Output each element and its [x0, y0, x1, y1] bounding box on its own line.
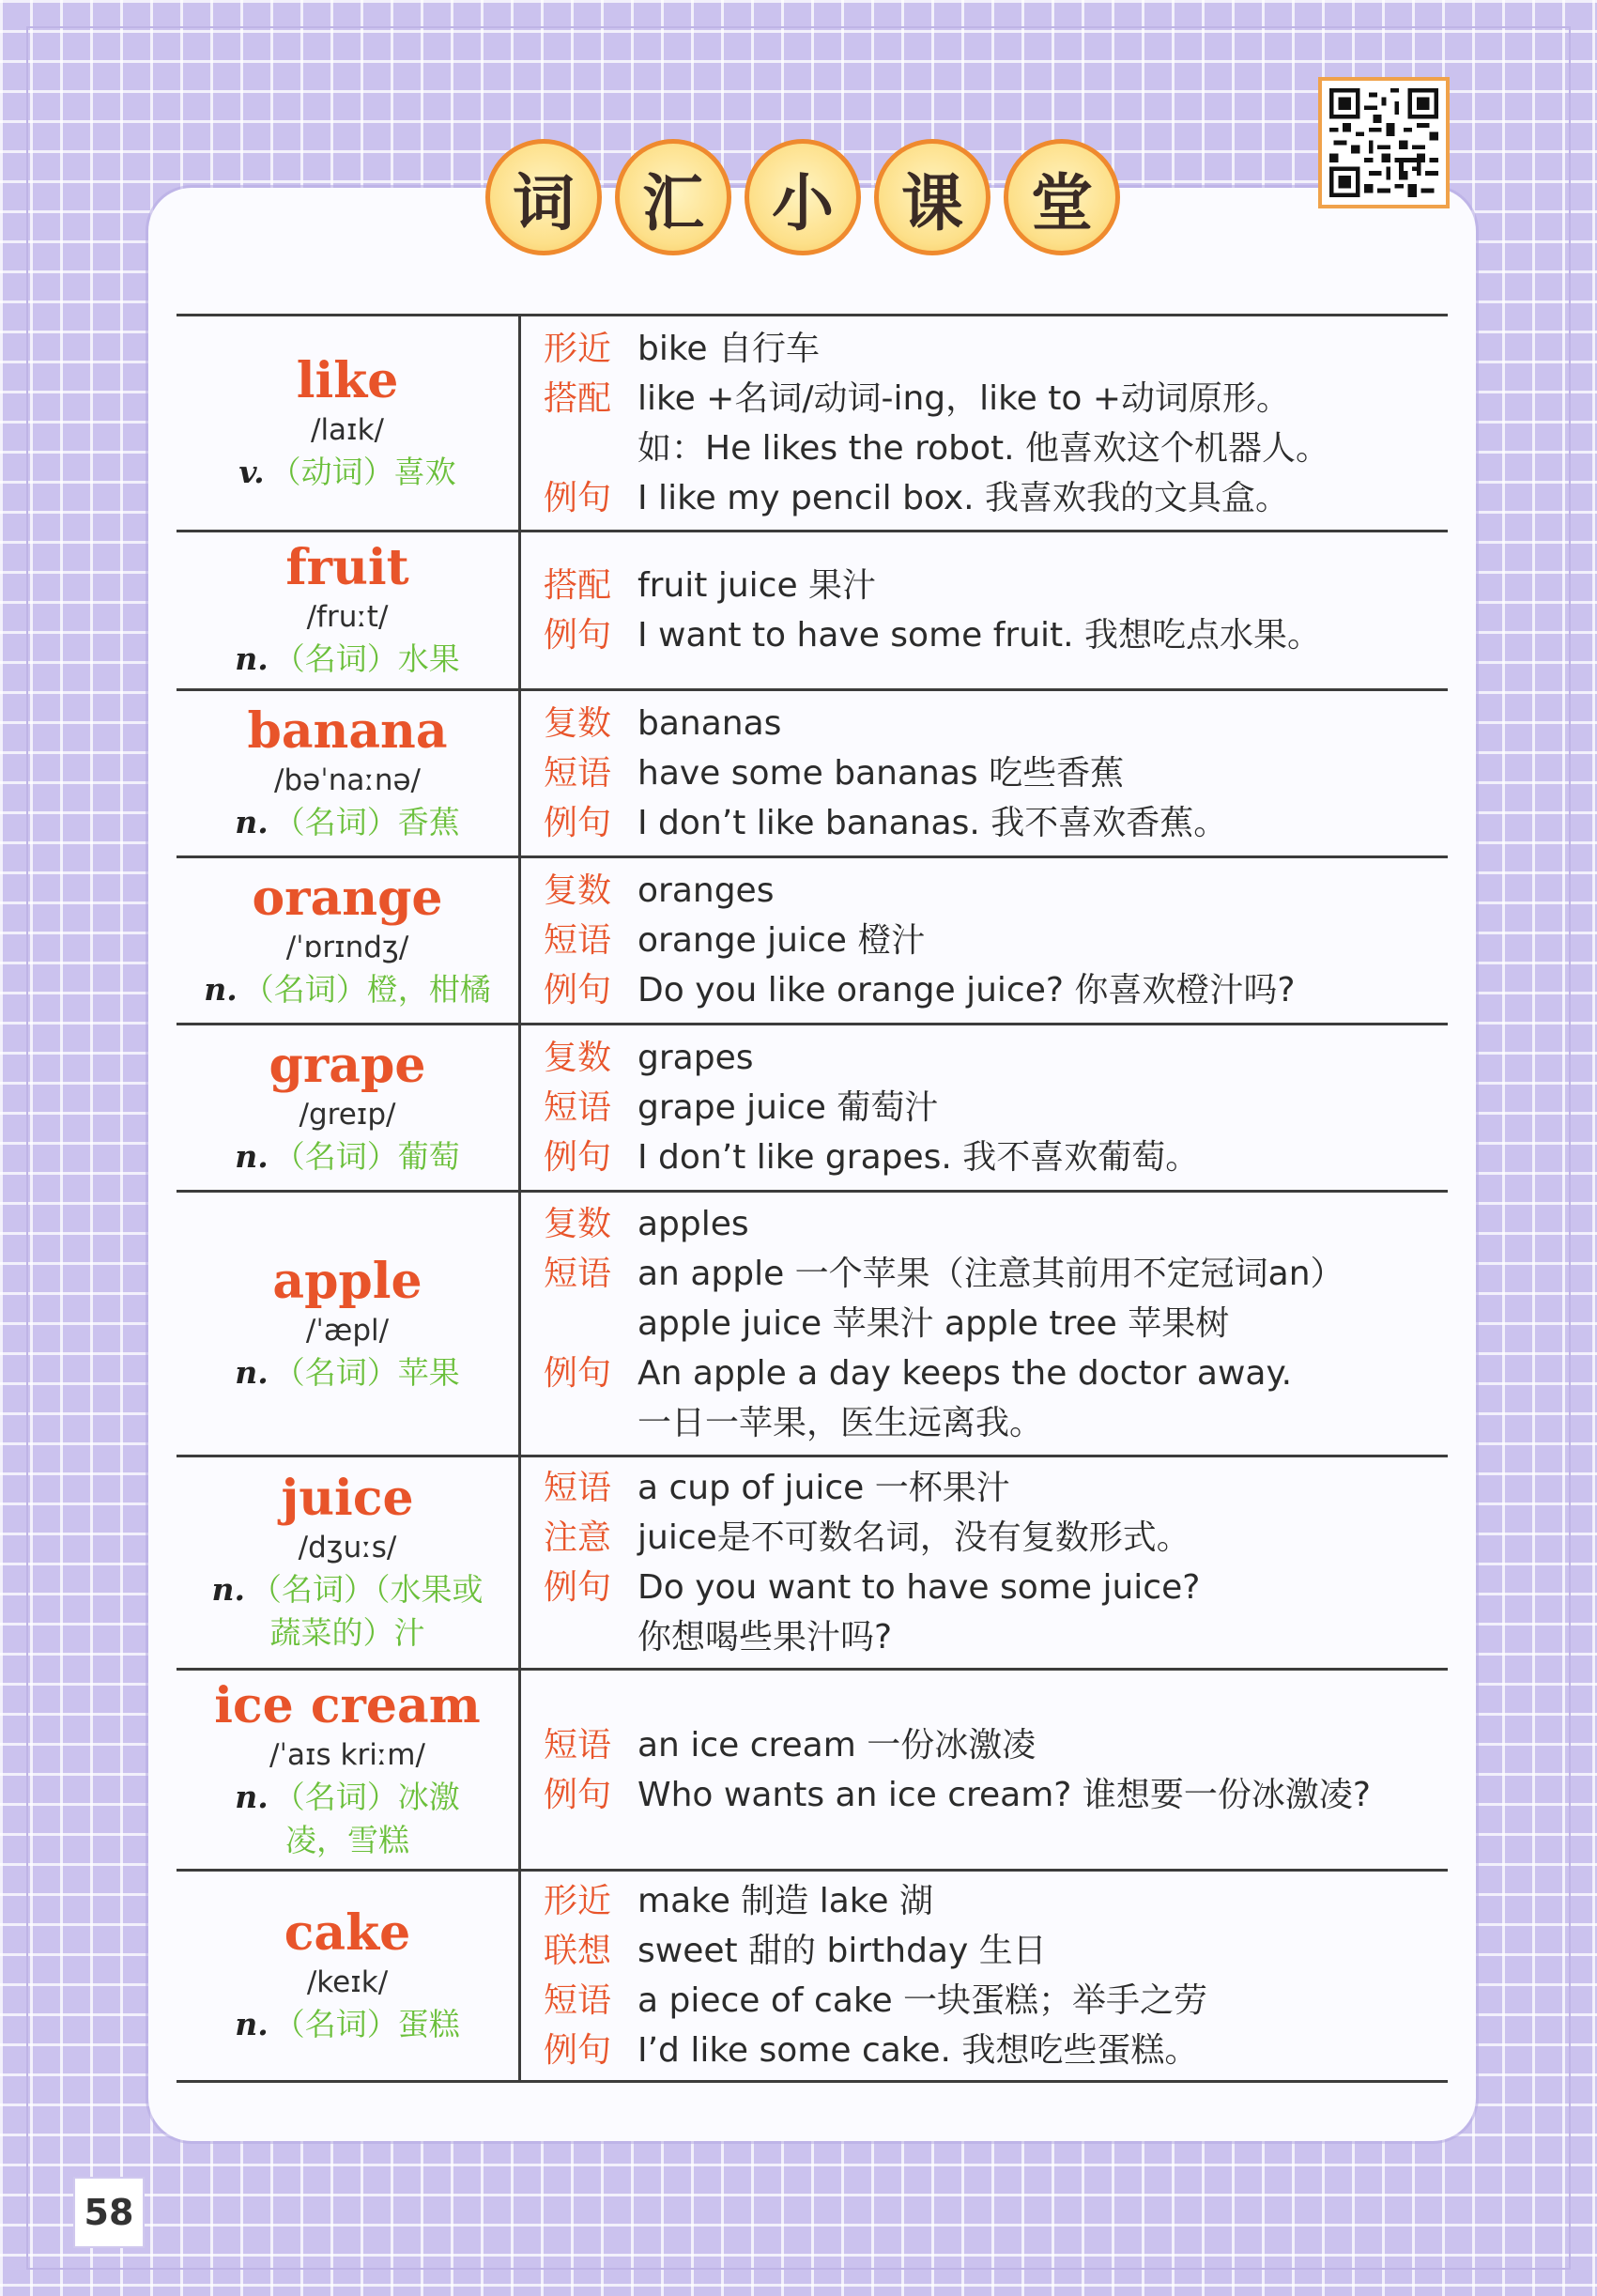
detail-tag: 复数	[544, 871, 612, 910]
detail-line	[544, 1463, 1448, 1513]
detail-cell	[521, 532, 1448, 688]
title-char: 堂	[1004, 139, 1120, 255]
pos-meaning: （动词）喜欢	[269, 453, 456, 490]
detail-line	[544, 1926, 1448, 1976]
word-cell	[177, 1671, 521, 1869]
part-of-speech	[207, 1776, 488, 1862]
headword: ice cream	[214, 1676, 481, 1734]
qr-code-icon	[1329, 88, 1438, 197]
detail-tag: 例句	[544, 1354, 612, 1393]
phonetic: /ˈæpl/	[305, 1313, 390, 1348]
pos-abbr: n.	[235, 1137, 269, 1175]
detail-text: oranges	[637, 871, 775, 910]
pos-abbr: n.	[235, 2006, 269, 2042]
word-cell	[177, 858, 521, 1023]
detail-line	[544, 561, 1448, 610]
headword: cake	[284, 1904, 411, 1962]
detail-tag: 短语	[544, 1981, 612, 2020]
detail-line	[544, 748, 1448, 798]
detail-line	[544, 424, 1448, 473]
page-title	[485, 139, 1120, 255]
detail-text: 你想喝些果汁吗?	[637, 1618, 893, 1657]
part-of-speech	[235, 801, 459, 844]
detail-line	[544, 699, 1448, 748]
detail-line	[544, 324, 1448, 374]
detail-cell	[521, 1457, 1448, 1668]
detail-line	[544, 798, 1448, 848]
pos-meaning: （名词）（水果或蔬菜的）汁	[250, 1571, 484, 1651]
detail-text: juice是不可数名词，没有复数形式。	[637, 1518, 1190, 1557]
detail-tag: 例句	[544, 478, 612, 517]
detail-cell	[521, 858, 1448, 1023]
detail-text: orange juice 橙汁	[637, 921, 926, 960]
detail-line	[544, 1612, 1448, 1662]
detail-text: an apple 一个苹果（注意其前用不定冠词an）	[637, 1255, 1344, 1293]
headword: orange	[252, 869, 443, 927]
detail-tag: 联想	[544, 1932, 612, 1970]
detail-text: bananas	[637, 704, 782, 743]
part-of-speech	[207, 1568, 488, 1655]
detail-line	[544, 1033, 1448, 1083]
detail-line	[544, 1563, 1448, 1612]
detail-line	[544, 1720, 1448, 1770]
part-of-speech	[238, 451, 455, 494]
detail-tag: 搭配	[544, 566, 612, 605]
detail-text: a cup of juice 一杯果汁	[637, 1469, 1010, 1507]
detail-text: an ice cream 一份冰激凌	[637, 1725, 1037, 1764]
detail-line	[544, 866, 1448, 916]
word-cell	[177, 532, 521, 688]
detail-line	[544, 2026, 1448, 2075]
detail-tag: 短语	[544, 754, 612, 793]
title-char: 汇	[615, 139, 731, 255]
detail-tag: 短语	[544, 1088, 612, 1127]
detail-tag: 复数	[544, 1205, 612, 1243]
pos-meaning: （名词）香蕉	[273, 803, 460, 840]
detail-text: I like my pencil box. 我喜欢我的文具盒。	[637, 478, 1290, 517]
detail-line	[544, 374, 1448, 424]
word-cell	[177, 1457, 521, 1668]
detail-tag: 例句	[544, 1138, 612, 1177]
detail-cell	[521, 316, 1448, 530]
phonetic: /fruːt/	[306, 600, 389, 634]
detail-text: make 制造 lake 湖	[637, 1882, 933, 1920]
pos-meaning: （名词）水果	[273, 640, 460, 677]
pos-abbr: n.	[235, 1353, 269, 1391]
detail-text: apple juice 苹果汁 apple tree 苹果树	[637, 1304, 1230, 1343]
pos-meaning: （名词）苹果	[273, 1353, 460, 1391]
detail-line	[544, 1770, 1448, 1820]
detail-cell	[521, 691, 1448, 855]
phonetic: /greɪp/	[299, 1097, 396, 1132]
pos-meaning: （名词）葡萄	[273, 1137, 460, 1175]
vocab-row	[177, 1193, 1448, 1457]
pos-meaning: （名词）蛋糕	[273, 2006, 460, 2042]
page-number: 58	[73, 2177, 145, 2248]
phonetic: /bəˈnaːnə/	[274, 763, 421, 797]
detail-line	[544, 916, 1448, 965]
detail-tag: 例句	[544, 2031, 612, 2070]
detail-line	[544, 1299, 1448, 1348]
word-cell	[177, 1193, 521, 1455]
detail-text: 一日一苹果，医生远离我。	[637, 1404, 1044, 1442]
vocab-row	[177, 1025, 1448, 1193]
detail-text: have some bananas 吃些香蕉	[637, 754, 1125, 793]
detail-text: grapes	[637, 1039, 754, 1077]
phonetic: /laɪk/	[311, 412, 384, 447]
word-cell	[177, 1872, 521, 2080]
detail-text: An apple a day keeps the doctor away.	[637, 1354, 1293, 1393]
detail-tag: 注意	[544, 1518, 612, 1557]
detail-line	[544, 1513, 1448, 1563]
detail-cell	[521, 1671, 1448, 1869]
pos-abbr: n.	[235, 640, 269, 677]
detail-text: I’d like some cake. 我想吃些蛋糕。	[637, 2031, 1199, 2070]
title-char: 小	[745, 139, 861, 255]
word-cell	[177, 691, 521, 855]
detail-text: I don’t like grapes. 我不喜欢葡萄。	[637, 1138, 1200, 1177]
word-cell	[177, 1025, 521, 1190]
detail-tag: 例句	[544, 971, 612, 1009]
part-of-speech	[204, 968, 490, 1011]
vocab-row	[177, 1872, 1448, 2083]
pos-abbr: n.	[235, 803, 269, 840]
detail-line	[544, 1249, 1448, 1299]
detail-line	[544, 610, 1448, 660]
part-of-speech	[235, 638, 459, 681]
detail-text: like +名词/动词-ing，like to +动词原形。	[637, 378, 1291, 418]
detail-tag: 搭配	[544, 378, 612, 418]
detail-tag: 例句	[544, 1775, 612, 1814]
detail-text: 如：He likes the robot. 他喜欢这个机器人。	[637, 428, 1330, 468]
detail-text: a piece of cake 一块蛋糕；举手之劳	[637, 1981, 1208, 2020]
detail-line	[544, 1133, 1448, 1182]
part-of-speech	[235, 1351, 459, 1395]
pos-meaning: （名词）橙，柑橘	[242, 970, 491, 1008]
detail-text: grape juice 葡萄汁	[637, 1088, 939, 1127]
headword: banana	[247, 701, 448, 760]
title-char: 课	[874, 139, 990, 255]
pos-abbr: n.	[211, 1571, 245, 1608]
pos-abbr: n.	[235, 1778, 269, 1815]
detail-cell	[521, 1193, 1448, 1455]
detail-tag: 复数	[544, 704, 612, 743]
title-char: 词	[485, 139, 602, 255]
detail-text: Do you like orange juice? 你喜欢橙汁吗?	[637, 971, 1296, 1009]
pos-meaning: （名词）冰激凌，雪糕	[273, 1778, 460, 1858]
vocabulary-table	[177, 314, 1448, 2083]
detail-tag: 形近	[544, 329, 612, 368]
detail-text: sweet 甜的 birthday 生日	[637, 1932, 1047, 1970]
detail-line	[544, 1976, 1448, 2026]
detail-text: apples	[637, 1205, 749, 1243]
detail-line	[544, 1083, 1448, 1133]
detail-tag: 例句	[544, 1568, 612, 1607]
vocab-row	[177, 1671, 1448, 1872]
vocab-row	[177, 691, 1448, 858]
detail-tag: 复数	[544, 1039, 612, 1077]
detail-text: I don’t like bananas. 我不喜欢香蕉。	[637, 804, 1228, 842]
vocab-row	[177, 858, 1448, 1025]
detail-text: Do you want to have some juice?	[637, 1568, 1201, 1607]
detail-text: fruit juice 果汁	[637, 566, 877, 605]
headword: apple	[272, 1252, 422, 1310]
detail-line	[544, 1876, 1448, 1926]
detail-text: I want to have some fruit. 我想吃点水果。	[637, 616, 1322, 655]
headword: grape	[269, 1036, 426, 1094]
detail-line	[544, 1348, 1448, 1398]
detail-text: Who wants an ice cream? 谁想要一份冰激凌?	[637, 1775, 1371, 1814]
detail-cell	[521, 1872, 1448, 2080]
vocab-row	[177, 1457, 1448, 1671]
detail-line	[544, 1398, 1448, 1448]
phonetic: /keɪk/	[306, 1965, 389, 1999]
part-of-speech	[235, 2003, 459, 2046]
phonetic: /dʒuːs/	[298, 1531, 397, 1564]
detail-tag: 短语	[544, 1725, 612, 1764]
detail-text: bike 自行车	[637, 329, 821, 368]
detail-tag: 例句	[544, 804, 612, 842]
detail-tag: 例句	[544, 616, 612, 655]
pos-abbr: n.	[204, 970, 238, 1008]
detail-tag: 短语	[544, 1255, 612, 1293]
detail-line	[544, 1199, 1448, 1249]
pos-abbr: v.	[238, 453, 265, 490]
headword: fruit	[285, 539, 409, 596]
vocab-row	[177, 532, 1448, 691]
detail-tag: 形近	[544, 1882, 612, 1920]
headword: like	[296, 351, 399, 409]
word-cell	[177, 316, 521, 530]
part-of-speech	[235, 1135, 459, 1179]
detail-line	[544, 473, 1448, 523]
headword: juice	[281, 1470, 414, 1527]
qr-code[interactable]	[1318, 77, 1450, 208]
detail-cell	[521, 1025, 1448, 1190]
phonetic: /ˈɒrɪndʒ/	[285, 930, 409, 964]
phonetic: /ˈaɪs kriːm/	[269, 1737, 425, 1772]
detail-line	[544, 965, 1448, 1015]
detail-tag: 短语	[544, 921, 612, 960]
detail-tag: 短语	[544, 1469, 612, 1507]
vocab-row	[177, 316, 1448, 532]
